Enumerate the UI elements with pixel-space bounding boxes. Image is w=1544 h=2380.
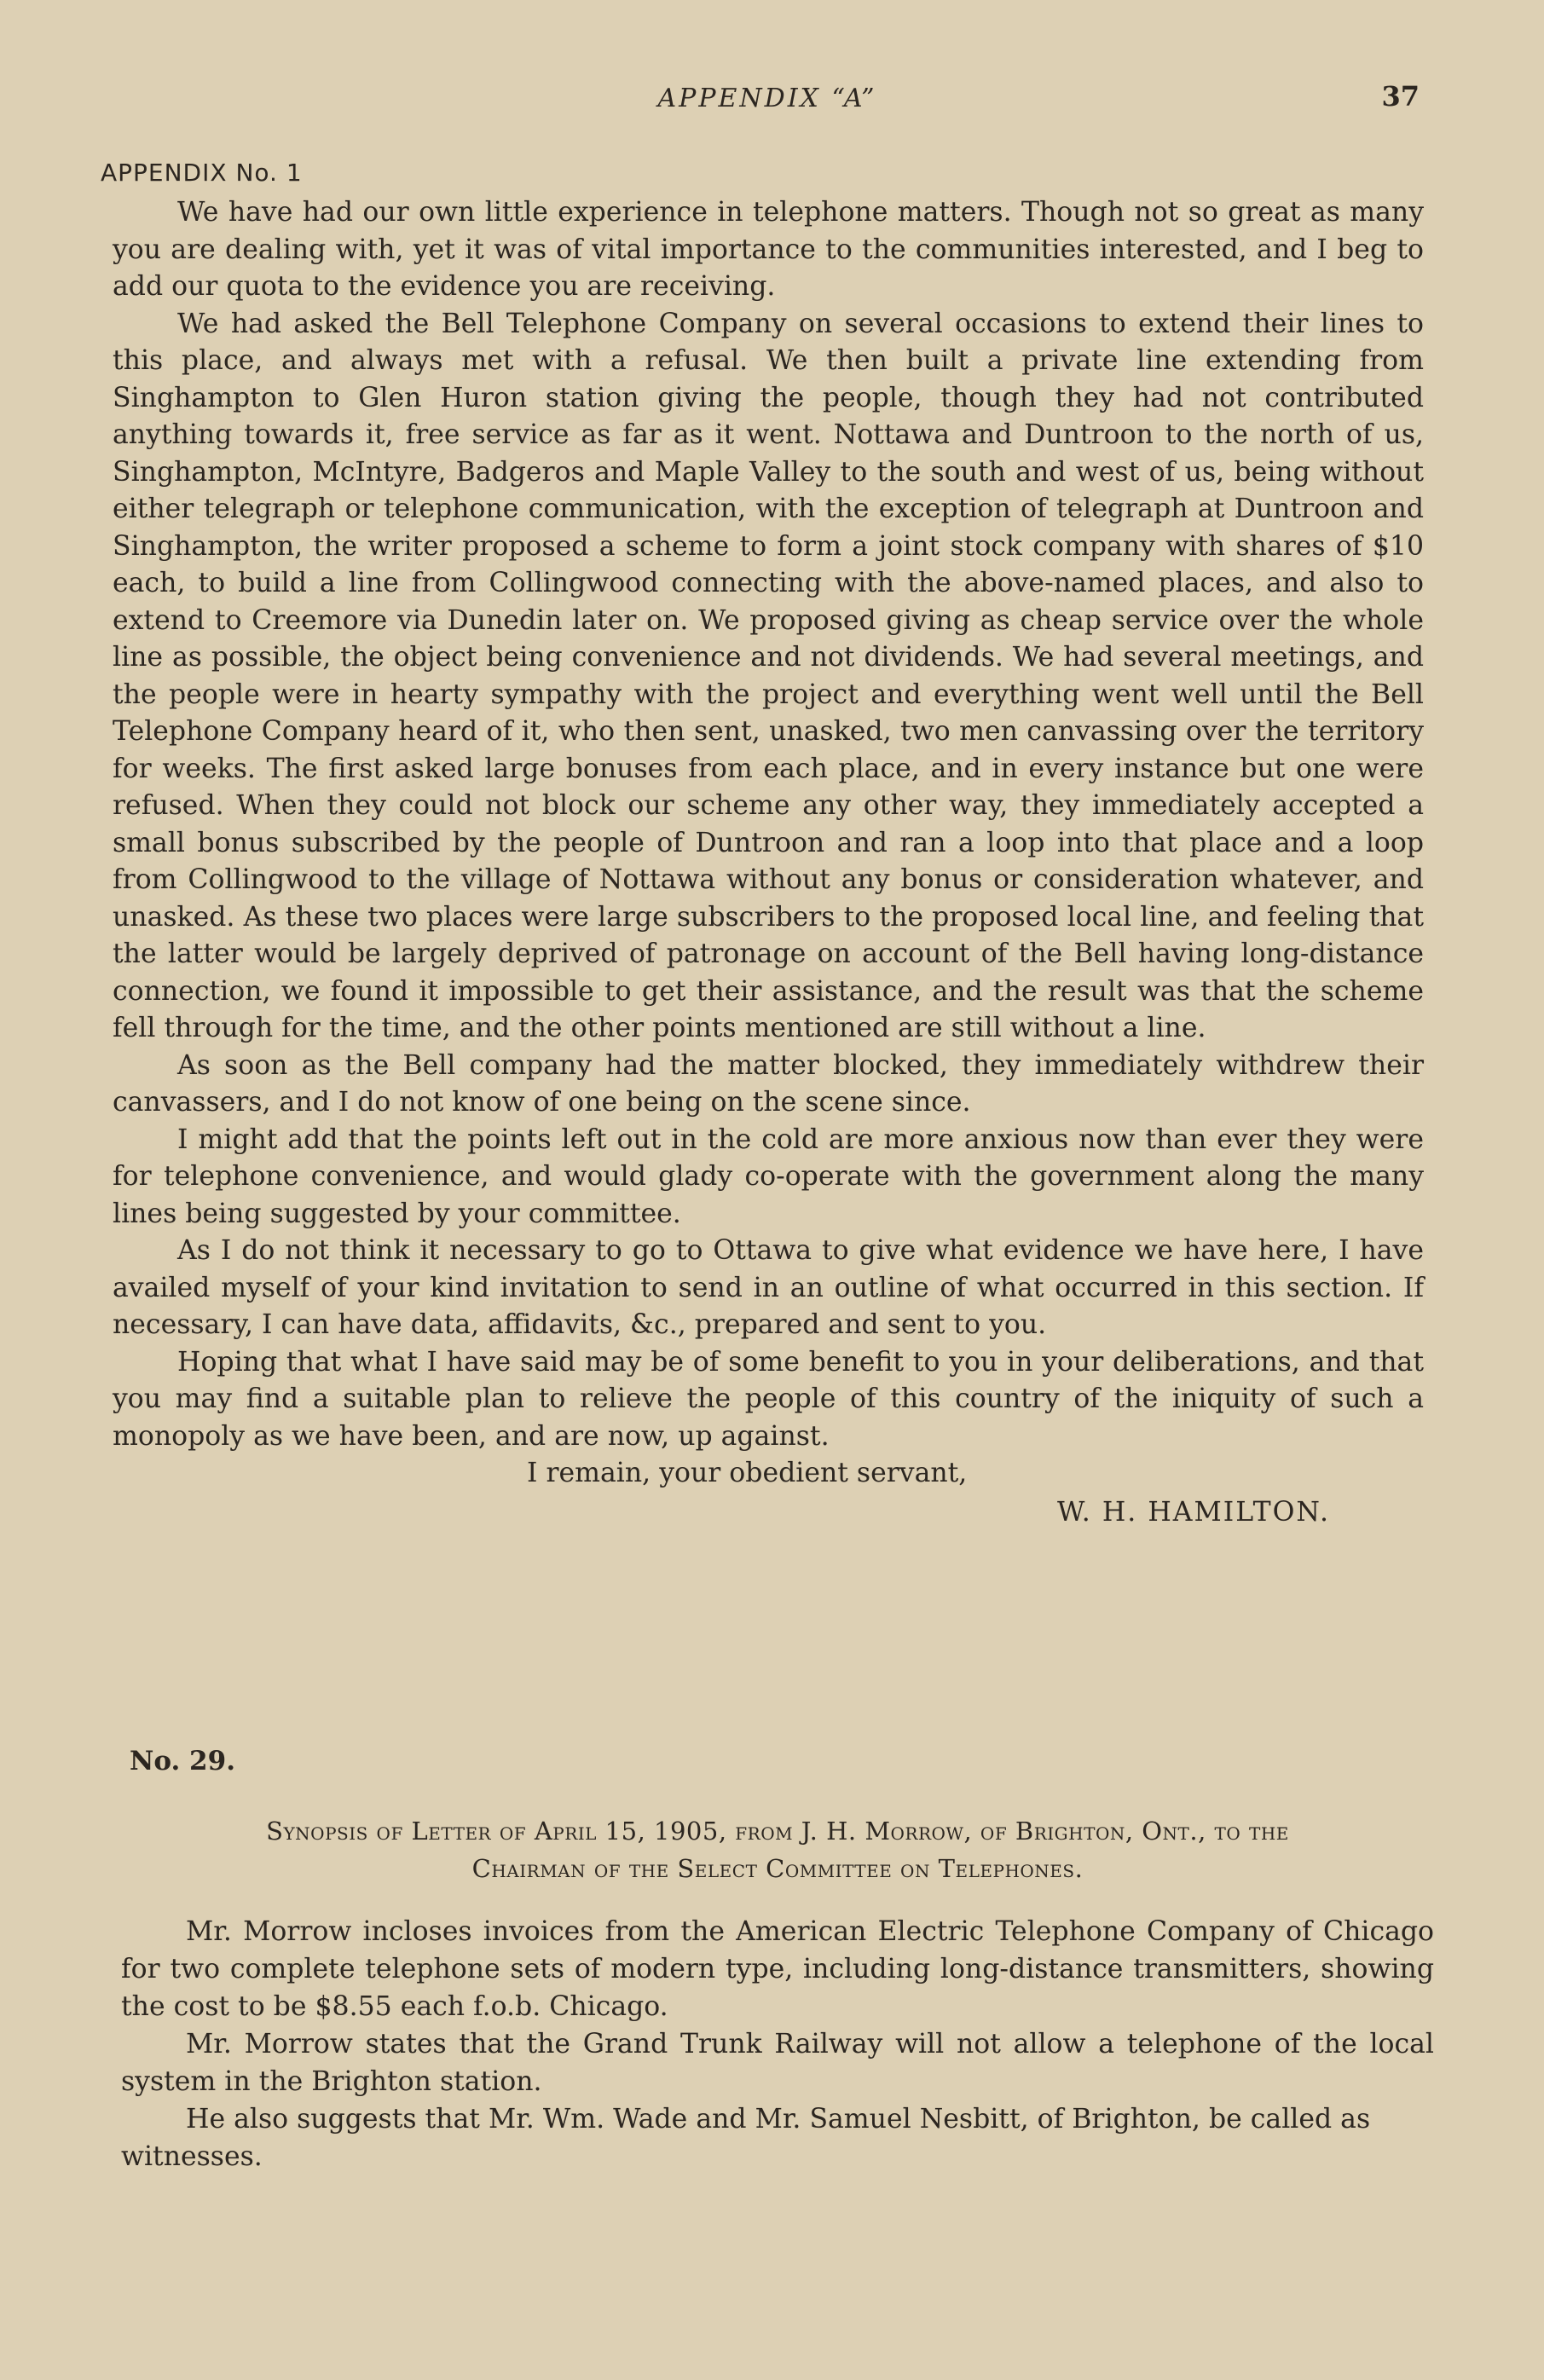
document-number: No. 29. <box>130 1746 235 1776</box>
synopsis-paragraph-2: Mr. Morrow states that the Grand Trunk Railway will not allow a telephone of the local system in the Brighton station. <box>121 2029 1434 2097</box>
letter-body <box>113 194 1424 1532</box>
synopsis-title <box>121 1812 1434 1887</box>
letter-paragraph-4: I might add that the points left out in the cold are more anxious now than ever they were for telephone convenience, and would glady co-operate with the government along the many lines being suggested by your committee. <box>113 1124 1424 1229</box>
synopsis-paragraph-1: Mr. Morrow incloses invoices from the American Electric Telephone Company of Chicago for two complete telephone sets of modern type, including long-distance transmitters, showing the cost to be $8.55 each f.o.b. Chicago. <box>121 1916 1434 2022</box>
synopsis-title-line-2: Chairman of the Select Committee on Telephones. <box>471 1854 1084 1883</box>
letter-closing: I remain, your obedient servant, <box>527 1458 968 1488</box>
running-header <box>0 80 1544 118</box>
letter-paragraph-5: As I do not think it necessary to go to Ottawa to give what evidence we have here, I have availed myself of your kind invitation to send in an outline of what occurred in this section. If necessary, I can have data, affidavits, &c., prepared and sent to you. <box>113 1235 1424 1340</box>
synopsis-title-line-1: Synopsis of Letter of April 15, 1905, from J. H. Morrow, of Brighton, Ont., to the <box>266 1817 1289 1846</box>
letter-paragraph-2: We had asked the Bell Telephone Company on several occasions to extend their lines to this place, and always met with a refusal. We then built a private line extending from Singhampton to Glen Huron station giving the people, though they had not contributed anything towards it, free service as far as it went. Nottawa and Duntroon to the north of us, Singhampton, McIntyre, Badgeros and Maple Valley to the south and west of us, being without either telegraph or telephone communication, with the exception of telegraph at Duntroon and Singhampton, the writer proposed a scheme to form a joint stock company with shares of $10 each, to build a line from Collingwood connecting with the above-named places, and also to extend to Creemore via Dunedin later on. We proposed giving as cheap service over the whole line as possible, the object being convenience and not dividends. We had several meetings, and the people were in hearty sympathy with the project and everything went well until the Bell Telephone Company heard of it, who then sent, unasked, two men canvassing over the territory for weeks. The first asked large bonuses from each place, and in every instance but one were refused. When they could not block our scheme any other way, they immediately accepted a small bonus subscribed by the people of Duntroon and ran a loop into that place and a loop from Collingwood to the village of Nottawa without any bonus or consideration whatever, and unasked. As these two places were large subscribers to the proposed local line, and feeling that the latter would be largely deprived of patronage on account of the Bell having long-distance connection, we found it impossible to get their assistance, and the result was that the scheme fell through for the time, and the other points mentioned are still without a line. <box>113 308 1424 1043</box>
synopsis-body <box>121 1913 1434 2175</box>
appendix-heading: APPENDIX No. 1 <box>101 159 303 187</box>
running-title: APPENDIX “A” <box>657 84 877 113</box>
page-number: 37 <box>1381 80 1420 113</box>
letter-paragraph-6: Hoping that what I have said may be of some benefit to you in your deliberations, and that you may find a suitable plan to relieve the people of this country of the iniquity of such a monopoly as we have been, and are now, up against. <box>113 1346 1424 1452</box>
letter-paragraph-3: As soon as the Bell company had the matter blocked, they immediately withdrew their canvassers, and I do not know of one being on the scene since. <box>113 1049 1424 1118</box>
synopsis-paragraph-3: He also suggests that Mr. Wm. Wade and Mr. Samuel Nesbitt, of Brighton, be called as witnesses. <box>121 2104 1371 2172</box>
letter-signature: W. H. HAMILTON. <box>1056 1496 1330 1528</box>
letter-paragraph-1: We have had our own little experience in telephone matters. Though not so great as many you are dealing with, yet it was of vital importance to the communities interested, and I beg to add our quota to the evidence you are receiving. <box>113 197 1424 302</box>
